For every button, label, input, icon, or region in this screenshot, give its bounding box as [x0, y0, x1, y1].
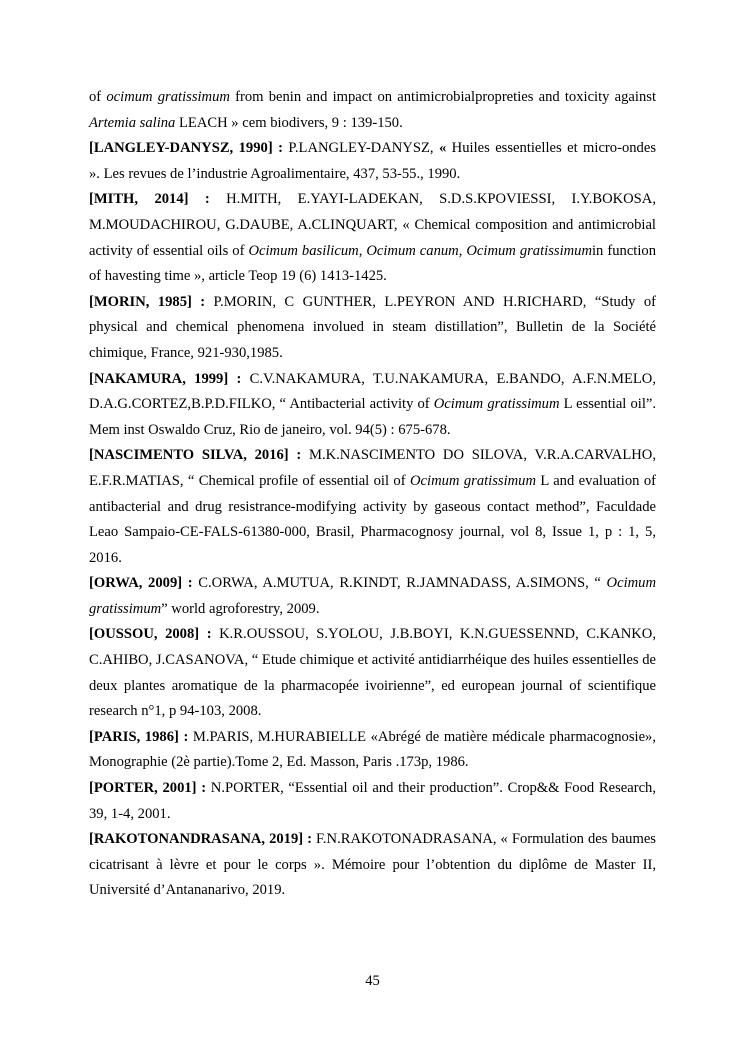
- reference-italic-text: Ocimum basilicum: [248, 242, 359, 259]
- reference-entry: [89, 725, 656, 776]
- reference-list: [89, 85, 656, 904]
- reference-text: P.LANGLEY-DANYSZ,: [282, 140, 439, 157]
- reference-key: [PARIS, 1986] :: [89, 728, 189, 745]
- reference-text: M.K.NASCIMENTO DO SILOVA, V.R.A.CARVALHO, E.F.R.MATIAS, “ Chemical profile of essential oil of: [89, 447, 656, 489]
- reference-text: L and evaluation of antibacterial and drug resistrance-modifying activity by gaseous contact method”, Faculdade Leao Sampaio-CE-FALS-61380-000, Brasil, Pharmacognosy journal, vol 8, Issue 1, p : 1, 5, 2016.: [89, 472, 657, 566]
- reference-text: «: [438, 140, 447, 157]
- reference-text: P.MORIN, C GUNTHER, L.PEYRON AND H.RICHARD, “Study of physical and chemical phenomena involued in steam distillation”, Bulletin de la Société chimique, France, 921-930,1985.: [89, 293, 656, 361]
- reference-italic-text: Ocimum canum: [366, 242, 459, 259]
- reference-italic-text: ocimum gratissimum: [106, 89, 230, 105]
- reference-entry: [89, 367, 656, 444]
- reference-entry: [89, 187, 656, 289]
- reference-key: [PORTER, 2001] :: [89, 780, 207, 797]
- reference-italic-text: Ocimum gratissimum: [433, 396, 560, 413]
- reference-entry: [89, 443, 656, 571]
- reference-entry: [89, 85, 656, 136]
- reference-entry: [89, 136, 656, 187]
- reference-text: L essential oil”. Mem inst Oswaldo Cruz, Rio de janeiro, vol. 94(5) : 675-678.: [89, 396, 656, 438]
- reference-italic-text: Ocimum gratissimum: [410, 472, 537, 489]
- reference-text: ,: [358, 242, 367, 259]
- reference-entry: [89, 571, 656, 622]
- reference-text: H.MITH, E.YAYI-LADEKAN, S.D.S.KPOVIESSI, I.Y.BOKOSA, M.MOUDACHIROU, G.DAUBE, A.CLINQUART, « Chemical composition and antimicrobial activity of essential oils of: [89, 191, 656, 259]
- reference-text: Huiles essentielles et micro-ondes ». Les revues de l’industrie Agroalimentaire, 437, 53-55., 1990.: [89, 140, 656, 182]
- reference-entry: [89, 290, 656, 367]
- reference-italic-text: Artemia salina: [89, 114, 176, 131]
- reference-text: ” world agroforestry, 2009.: [161, 600, 320, 617]
- reference-key: [NAKAMURA, 1999] :: [89, 370, 242, 387]
- reference-key: [MITH, 2014] :: [89, 191, 210, 208]
- page-number: 45: [365, 973, 380, 989]
- reference-italic-text: Ocimum gratissimum: [466, 242, 592, 259]
- reference-text: of: [89, 89, 107, 105]
- reference-text: K.R.OUSSOU, S.YOLOU, J.B.BOYI, K.N.GUESSENND, C.KANKO, C.AHIBO, J.CASANOVA, “ Etude chimique et activité antidiarrhéique des huiles essentielles de deux plantes aromatique de la pharmacopée ivoirienne”, ed european journal of scientifique research n°1, p 94-103, 2008.: [89, 626, 656, 720]
- reference-text: from benin and impact on antimicrobialpropreties and toxicity against: [229, 89, 656, 105]
- reference-text: C.V.NAKAMURA, T.U.NAKAMURA, E.BANDO, A.F.N.MELO, D.A.G.CORTEZ,B.P.D.FILKO, “ Antibacterial activity of: [89, 370, 656, 413]
- reference-text: ,: [458, 242, 467, 259]
- reference-entry: [89, 622, 656, 724]
- reference-entry: [89, 776, 656, 827]
- reference-key: [OUSSOU, 2008] :: [89, 626, 212, 643]
- reference-text: F.N.RAKOTONADRASANA, « Formulation des baumes cicatrisant à lèvre et pour le corps ». Mémoire pour l’obtention du diplôme de Master II, Université d’Antananarivo, 2019.: [89, 831, 656, 899]
- reference-text: M.PARIS, M.HURABIELLE «Abrégé de matière médicale pharmacognosie», Monographie (2è partie).Tome 2, Ed. Masson, Paris .173p, 1986.: [89, 728, 656, 771]
- reference-entry: [89, 827, 656, 904]
- reference-text: N.PORTER, “Essential oil and their production”. Crop&& Food Research, 39, 1-4, 2001.: [89, 780, 657, 822]
- reference-italic-text: Ocimum gratissimum: [89, 575, 656, 617]
- reference-text: C.ORWA, A.MUTUA, R.KINDT, R.JAMNADASS, A.SIMONS, “: [192, 575, 607, 592]
- reference-text: LEACH » cem biodivers, 9 : 139-150.: [175, 114, 403, 131]
- reference-text: in function of havesting time », article Teop 19 (6) 1413-1425.: [89, 242, 656, 285]
- reference-key: [RAKOTONANDRASANA, 2019] :: [89, 831, 312, 848]
- reference-key: [NASCIMENTO SILVA, 2016] :: [89, 447, 302, 464]
- reference-key: [ORWA, 2009] :: [89, 575, 193, 592]
- reference-key: [MORIN, 1985] :: [89, 293, 206, 310]
- reference-key: [LANGLEY-DANYSZ, 1990] :: [89, 140, 283, 157]
